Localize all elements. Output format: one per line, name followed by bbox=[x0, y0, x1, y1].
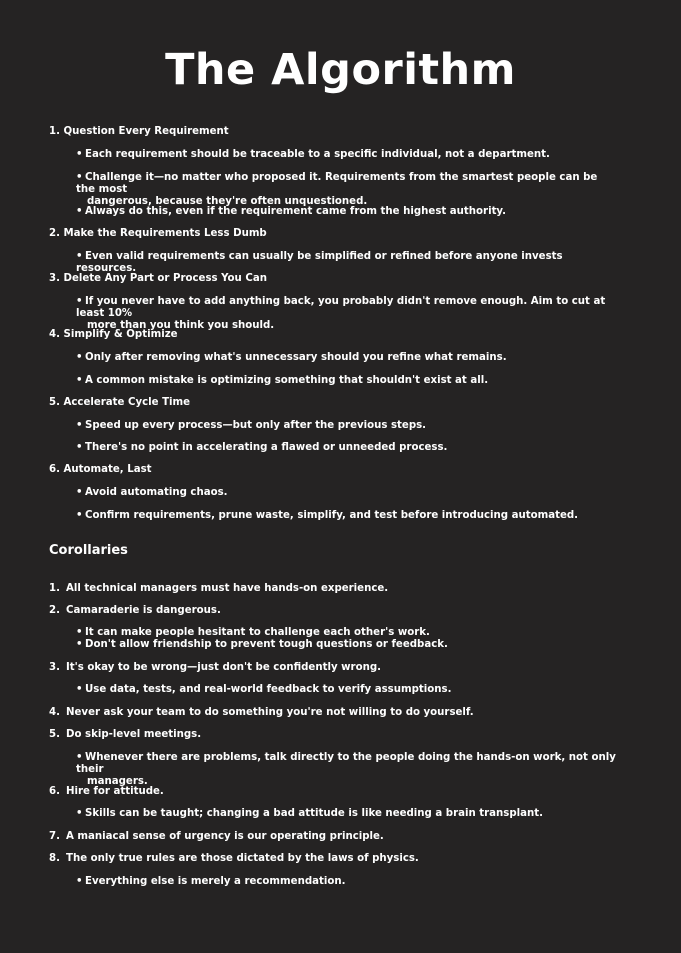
bullet-dot-icon: • bbox=[76, 639, 83, 650]
corollary-item: 8. The only true rules are those dictated by the laws of physics. bbox=[49, 853, 419, 864]
bullet-item: • If you never have to add anything back, you probably didn't remove enough. Aim to cut at least 10% more than you think you should. bbox=[76, 296, 606, 331]
bullet-dot-icon: • bbox=[76, 487, 83, 498]
corollary-item: 1. All technical managers must have hands-on experience. bbox=[49, 583, 389, 594]
bullet-item: • Use data, tests, and real-world feedback to verify assumptions. bbox=[76, 684, 452, 695]
section-heading: 2. Make the Requirements Less Dumb bbox=[49, 228, 267, 239]
bullet-item: • Even valid requirements can usually be simplified or refined before anyone invests resources. bbox=[76, 251, 563, 274]
section-heading: 1. Question Every Requirement bbox=[49, 126, 229, 137]
bullet-item: • Skills can be taught; changing a bad attitude is like needing a brain transplant. bbox=[76, 808, 544, 819]
bullet-item: • There's no point in accelerating a flawed or unneeded process. bbox=[76, 442, 448, 453]
section-heading: 5. Accelerate Cycle Time bbox=[49, 397, 191, 408]
bullet-dot-icon: • bbox=[76, 752, 83, 763]
bullet-dot-icon: • bbox=[76, 420, 83, 431]
bullet-dot-icon: • bbox=[76, 876, 83, 887]
bullet-dot-icon: • bbox=[76, 808, 83, 819]
bullet-item: • A common mistake is optimizing something that shouldn't exist at all. bbox=[76, 375, 489, 386]
bullet-dot-icon: • bbox=[76, 442, 83, 453]
page-title: The Algorithm bbox=[165, 45, 516, 95]
bullet-item: • Avoid automating chaos. bbox=[76, 487, 228, 498]
bullet-item: • Speed up every process—but only after the previous steps. bbox=[76, 420, 427, 431]
corollary-item: 4. Never ask your team to do something you're not willing to do yourself. bbox=[49, 707, 474, 718]
bullet-item: • Always do this, even if the requirement came from the highest authority. bbox=[76, 206, 507, 217]
bullet-item: • Challenge it—no matter who proposed it. Requirements from the smartest people can be the most dangerous, because they're often unquestioned. bbox=[76, 172, 598, 207]
corollary-item: 7. A maniacal sense of urgency is our operating principle. bbox=[49, 831, 384, 842]
corollary-item: 6. Hire for attitude. bbox=[49, 786, 164, 797]
bullet-dot-icon: • bbox=[76, 375, 83, 386]
bullet-item: • Each requirement should be traceable to a specific individual, not a department. bbox=[76, 149, 550, 160]
bullet-dot-icon: • bbox=[76, 510, 83, 521]
bullet-item: • It can make people hesitant to challenge each other's work. bbox=[76, 627, 430, 638]
bullet-dot-icon: • bbox=[76, 296, 83, 307]
section-heading: 4. Simplify & Optimize bbox=[49, 329, 178, 340]
bullet-dot-icon: • bbox=[76, 251, 83, 262]
bullet-dot-icon: • bbox=[76, 352, 83, 363]
bullet-item: • Only after removing what's unnecessary should you refine what remains. bbox=[76, 352, 507, 363]
bullet-dot-icon: • bbox=[76, 149, 83, 160]
corollary-item: 2. Camaraderie is dangerous. bbox=[49, 605, 221, 616]
bullet-dot-icon: • bbox=[76, 627, 83, 638]
bullet-item: • Don't allow friendship to prevent tough questions or feedback. bbox=[76, 639, 448, 650]
bullet-dot-icon: • bbox=[76, 172, 83, 183]
corollary-item: 3. It's okay to be wrong—just don't be confidently wrong. bbox=[49, 662, 381, 673]
corollary-item: 5. Do skip-level meetings. bbox=[49, 729, 202, 740]
bullet-item: • Whenever there are problems, talk directly to the people doing the hands-on work, not only their managers. bbox=[76, 752, 616, 787]
bullet-item: • Confirm requirements, prune waste, simplify, and test before introducing automated. bbox=[76, 510, 579, 521]
section-heading: 6. Automate, Last bbox=[49, 464, 152, 475]
section-heading: 3. Delete Any Part or Process You Can bbox=[49, 273, 267, 284]
corollaries-heading: Corollaries bbox=[49, 543, 128, 558]
bullet-dot-icon: • bbox=[76, 684, 83, 695]
bullet-dot-icon: • bbox=[76, 206, 83, 217]
bullet-item: • Everything else is merely a recommendation. bbox=[76, 876, 346, 887]
